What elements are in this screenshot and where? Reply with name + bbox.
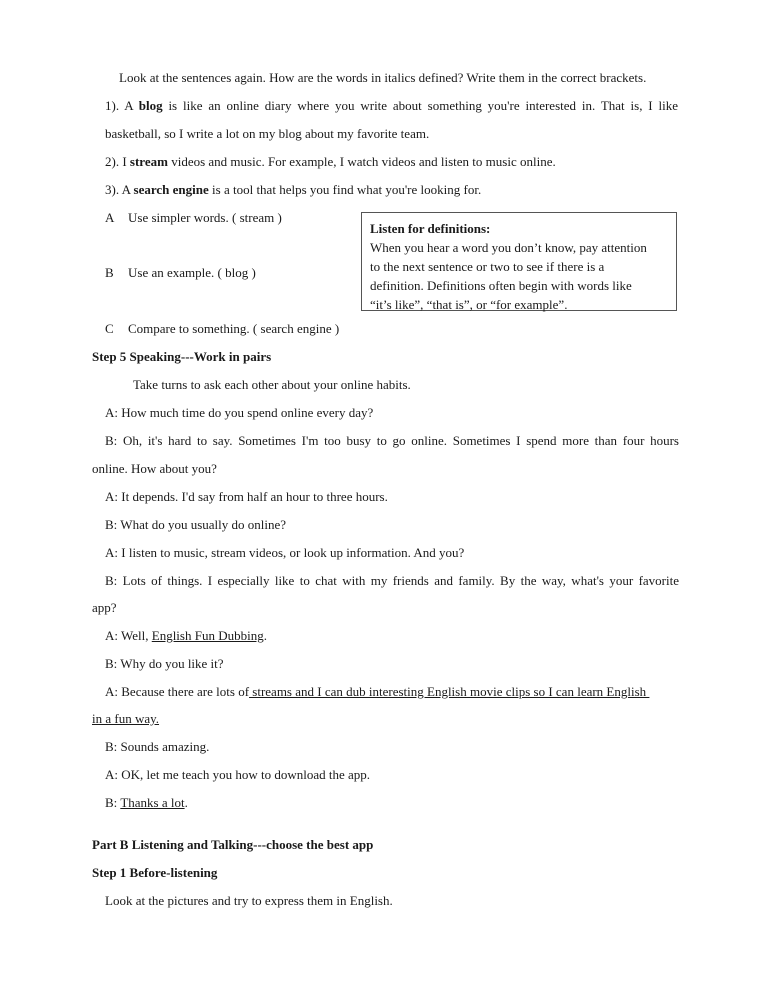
dialogue-line: B: Lots of things. I especially like to chat with my friends and family. By the way, what's your favorite bbox=[105, 573, 679, 588]
dialogue-line: B: Oh, it's hard to say. Sometimes I'm too busy to go online. Sometimes I spend more than four hours bbox=[105, 433, 679, 448]
sentence-1-prefix: 1). A bbox=[105, 98, 139, 113]
dialogue-line: B: Why do you like it? bbox=[105, 656, 224, 671]
term-search-engine: search engine bbox=[133, 182, 209, 197]
dialogue-prefix: B: bbox=[105, 795, 121, 810]
dialogue-line bbox=[105, 684, 649, 700]
dialogue-suffix: . bbox=[184, 795, 188, 810]
step5-instruction: Take turns to ask each other about your online habits. bbox=[133, 377, 411, 392]
dialogue-line: A: How much time do you spend online every day? bbox=[105, 405, 374, 420]
step5-heading: Step 5 Speaking---Work in pairs bbox=[92, 349, 272, 364]
step1-heading: Step 1 Before-listening bbox=[92, 865, 218, 880]
dialogue-suffix: . bbox=[263, 628, 267, 643]
sentence-3-rest: is a tool that helps you find what you're looking for. bbox=[208, 182, 482, 197]
dialogue-line: A: I listen to music, stream videos, or look up information. And you? bbox=[105, 545, 465, 560]
dialogue-line: A: It depends. I'd say from half an hour to three hours. bbox=[105, 489, 388, 504]
part-b-instruction: Look at the pictures and try to express them in English. bbox=[105, 893, 393, 908]
option-a-text: Use simpler words. ( stream ) bbox=[128, 210, 282, 225]
option-a-letter: A bbox=[105, 210, 115, 225]
dialogue-line bbox=[92, 711, 159, 727]
tip-line: “it’s like”, “that is”, or “for example”. bbox=[370, 297, 568, 312]
option-b bbox=[105, 265, 256, 281]
option-b-text: Use an example. ( blog ) bbox=[128, 265, 256, 280]
tip-line: definition. Definitions often begin with words like bbox=[370, 278, 632, 293]
sentence-2 bbox=[105, 154, 556, 170]
tip-title: Listen for definitions: bbox=[370, 221, 491, 236]
dialogue-line: B: Sounds amazing. bbox=[105, 739, 210, 754]
sentence-3 bbox=[105, 182, 481, 198]
tip-line: When you hear a word you don’t know, pay attention bbox=[370, 240, 647, 255]
reason-answer: streams and I can dub interesting English movie clips so I can learn English bbox=[249, 684, 650, 699]
dialogue-prefix: A: Because there are lots of bbox=[105, 684, 250, 699]
option-c bbox=[105, 321, 339, 337]
dialogue-line: B: What do you usually do online? bbox=[105, 517, 287, 532]
dialogue-line: online. How about you? bbox=[92, 461, 217, 476]
term-blog: blog bbox=[138, 98, 163, 113]
instruction-line: Look at the sentences again. How are the words in italics defined? Write them in the correct brackets. bbox=[119, 70, 647, 85]
dialogue-prefix: A: Well, bbox=[105, 628, 152, 643]
part-b-heading: Part B Listening and Talking---choose the best app bbox=[92, 837, 374, 852]
option-c-text: Compare to something. ( search engine ) bbox=[128, 321, 340, 336]
sentence-2-prefix: 2). I bbox=[105, 154, 130, 169]
tip-line: to the next sentence or two to see if there is a bbox=[370, 259, 605, 274]
dialogue-line bbox=[105, 628, 267, 644]
dialogue-line bbox=[105, 795, 188, 811]
option-a bbox=[105, 210, 282, 226]
dialogue-line: app? bbox=[92, 600, 117, 615]
sentence-2-rest: videos and music. For example, I watch videos and listen to music online. bbox=[167, 154, 556, 169]
sentence-1-rest: is like an online diary where you write about something you're interested in. That is, I like bbox=[162, 98, 678, 113]
app-name-answer: English Fun Dubbing bbox=[151, 628, 264, 643]
sentence-3-prefix: 3). A bbox=[105, 182, 134, 197]
thanks-answer: Thanks a lot bbox=[120, 795, 185, 810]
sentence-1-continued: basketball, so I write a lot on my blog about my favorite team. bbox=[105, 126, 430, 141]
dialogue-line: A: OK, let me teach you how to download the app. bbox=[105, 767, 370, 782]
sentence-1 bbox=[105, 98, 678, 114]
reason-answer-continued: in a fun way. bbox=[92, 711, 160, 726]
term-stream: stream bbox=[129, 154, 168, 169]
definition-tip-box bbox=[361, 212, 677, 311]
option-b-letter: B bbox=[105, 265, 114, 280]
option-c-letter: C bbox=[105, 321, 114, 336]
